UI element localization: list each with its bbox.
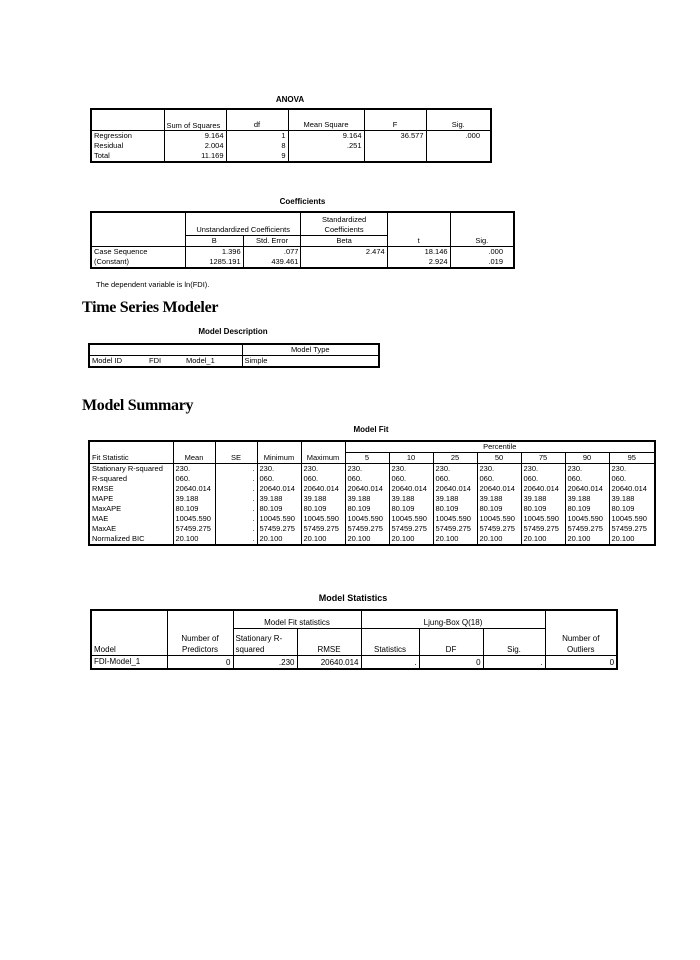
cell: 80.109 — [565, 504, 609, 514]
model-fit-title: Model Fit — [353, 425, 389, 434]
row-label: MaxAPE — [92, 504, 122, 513]
cell: 9 — [226, 151, 288, 162]
coefficients-footnote: The dependent variable is ln(FDI). — [96, 280, 210, 289]
model-statistics-header-rmse: RMSE — [297, 629, 361, 656]
cell: .251 — [288, 141, 364, 151]
cell: 57459.275 — [389, 524, 433, 534]
coefficients-group-standardized: Standardized Coefficients — [301, 212, 387, 236]
cell: 39.188 — [521, 494, 565, 504]
cell: 57459.275 — [477, 524, 521, 534]
coefficients-header-se: Std. Error — [243, 236, 301, 247]
cell: 18.146 — [387, 247, 450, 258]
anova-header-ss: Sum of Squares — [164, 109, 226, 131]
cell: 20640.014 — [521, 484, 565, 494]
cell: 80.109 — [173, 504, 215, 514]
table-row — [89, 474, 655, 484]
row-label: Regression — [94, 131, 132, 140]
cell: 11.169 — [164, 151, 226, 162]
model-fit-percentile-label: Percentile — [345, 441, 655, 453]
cell: 20640.014 — [609, 484, 655, 494]
cell: .230 — [233, 656, 297, 670]
cell: . — [215, 534, 257, 545]
model-statistics-model: FDI-Model_1 — [94, 657, 141, 666]
cell: 80.109 — [433, 504, 477, 514]
cell: 39.188 — [173, 494, 215, 504]
cell: .000 — [426, 131, 491, 142]
cell: 80.109 — [257, 504, 301, 514]
anova-header-df: df — [226, 109, 288, 131]
cell: 9.164 — [288, 131, 364, 142]
model-name: Model_1 — [186, 356, 215, 365]
cell: 10045.590 — [301, 514, 345, 524]
cell: . — [361, 656, 419, 670]
cell: .060 — [389, 474, 433, 484]
anova-header-row — [91, 109, 491, 131]
cell: 1285.191 — [185, 257, 243, 268]
cell: 0 — [545, 656, 617, 670]
cell: 20640.014 — [173, 484, 215, 494]
cell: 10045.590 — [257, 514, 301, 524]
cell: 20640.014 — [433, 484, 477, 494]
cell: .060 — [609, 474, 655, 484]
cell: .060 — [301, 474, 345, 484]
model-statistics-header-sig: Sig. — [483, 629, 545, 656]
table-row — [91, 151, 491, 162]
cell: 20.100 — [173, 534, 215, 545]
model-statistics-group-fit: Model Fit statistics — [233, 610, 361, 629]
cell: .230 — [565, 464, 609, 475]
cell: 57459.275 — [565, 524, 609, 534]
cell: 20.100 — [565, 534, 609, 545]
model-statistics-header-predictors: Number of Predictors — [167, 610, 233, 656]
cell: .060 — [173, 474, 215, 484]
row-label: Normalized BIC — [92, 534, 145, 543]
cell: 80.109 — [301, 504, 345, 514]
cell: 20640.014 — [257, 484, 301, 494]
cell: 80.109 — [389, 504, 433, 514]
cell — [288, 151, 364, 162]
coefficients-group-row — [91, 212, 514, 236]
cell: . — [215, 484, 257, 494]
model-variable: FDI — [149, 356, 162, 365]
cell: .077 — [243, 247, 301, 258]
anova-table — [90, 108, 492, 163]
cell: 20640.014 — [297, 656, 361, 670]
cell: .060 — [433, 474, 477, 484]
model-fit-header-p75: 75 — [521, 453, 565, 464]
row-label: (Constant) — [94, 257, 130, 266]
cell: 57459.275 — [301, 524, 345, 534]
cell: .230 — [345, 464, 389, 475]
cell: 20.100 — [477, 534, 521, 545]
cell: 20.100 — [257, 534, 301, 545]
coefficients-title: Coefficients — [279, 197, 326, 206]
model-fit-header-p25: 25 — [433, 453, 477, 464]
model-fit-header-maximum: Maximum — [301, 441, 345, 464]
time-series-heading: Time Series Modeler — [82, 299, 219, 316]
cell: 39.188 — [345, 494, 389, 504]
cell: 20640.014 — [565, 484, 609, 494]
cell: 10045.590 — [565, 514, 609, 524]
model-fit-percentile-row — [89, 441, 655, 453]
row-label: MAE — [92, 514, 109, 523]
model-statistics-header-df: DF — [419, 629, 483, 656]
cell: 39.188 — [301, 494, 345, 504]
cell: 39.188 — [257, 494, 301, 504]
table-row — [89, 534, 655, 545]
cell — [364, 141, 426, 151]
cell: 0 — [167, 656, 233, 670]
anova-title: ANOVA — [275, 95, 305, 104]
cell: 10045.590 — [477, 514, 521, 524]
model-statistics-header-outliers: Number of Outliers — [545, 610, 617, 656]
cell: 1.396 — [185, 247, 243, 258]
row-label: Case Sequence — [94, 247, 148, 256]
cell: .060 — [565, 474, 609, 484]
row-label: Stationary R-squared — [92, 464, 163, 473]
cell: 39.188 — [389, 494, 433, 504]
row-label: MaxAE — [92, 524, 117, 533]
model-fit-header-p10: 10 — [389, 453, 433, 464]
cell: 80.109 — [609, 504, 655, 514]
anova-header-f: F — [364, 109, 426, 131]
table-row — [89, 514, 655, 524]
table-row — [89, 464, 655, 475]
coefficients-header-b: B — [185, 236, 243, 247]
cell: 439.461 — [243, 257, 301, 268]
cell: 57459.275 — [609, 524, 655, 534]
cell: 20640.014 — [477, 484, 521, 494]
model-fit-table — [88, 440, 656, 546]
model-fit-header-se: SE — [215, 441, 257, 464]
cell: 20.100 — [433, 534, 477, 545]
cell: .000 — [450, 247, 514, 258]
cell: 20640.014 — [301, 484, 345, 494]
cell: 36.577 — [364, 131, 426, 142]
cell: .230 — [301, 464, 345, 475]
cell: 20.100 — [389, 534, 433, 545]
row-label: MAPE — [92, 494, 114, 503]
model-fit-header-p5: 5 — [345, 453, 389, 464]
anova-header-ms: Mean Square — [288, 109, 364, 131]
model-fit-header-minimum: Minimum — [257, 441, 301, 464]
model-fit-header-p95: 95 — [609, 453, 655, 464]
row-label: Total — [94, 151, 110, 160]
model-type: Simple — [242, 356, 379, 368]
model-description-table — [88, 343, 380, 368]
cell: 57459.275 — [345, 524, 389, 534]
model-statistics-header-model: Model — [94, 645, 116, 654]
table-row — [89, 484, 655, 494]
cell: 39.188 — [477, 494, 521, 504]
cell: 57459.275 — [173, 524, 215, 534]
cell — [426, 151, 491, 162]
table-row — [91, 131, 491, 142]
model-summary-heading: Model Summary — [82, 397, 194, 414]
cell — [301, 257, 387, 268]
cell: 10045.590 — [345, 514, 389, 524]
cell: . — [215, 464, 257, 475]
cell: 39.188 — [565, 494, 609, 504]
table-row — [89, 356, 379, 368]
cell: 20.100 — [521, 534, 565, 545]
cell: .019 — [450, 257, 514, 268]
model-description-title: Model Description — [198, 327, 268, 336]
cell: 2.924 — [387, 257, 450, 268]
model-description-header-row — [89, 344, 379, 356]
cell: 80.109 — [521, 504, 565, 514]
cell — [426, 141, 491, 151]
coefficients-header-beta: Beta — [301, 236, 387, 247]
cell: 57459.275 — [521, 524, 565, 534]
cell: 80.109 — [345, 504, 389, 514]
model-id-label: Model ID — [92, 356, 123, 365]
model-description-header-blank — [89, 344, 242, 356]
table-row — [91, 656, 617, 670]
cell: 39.188 — [433, 494, 477, 504]
model-description-header-type: Model Type — [242, 344, 379, 356]
cell: .230 — [521, 464, 565, 475]
row-label: Residual — [94, 141, 124, 150]
anova-header-sig: Sig. — [426, 109, 491, 131]
cell: . — [215, 494, 257, 504]
cell: 20640.014 — [389, 484, 433, 494]
row-label: RMSE — [92, 484, 114, 493]
cell: . — [215, 514, 257, 524]
cell: .230 — [173, 464, 215, 475]
cell: .060 — [345, 474, 389, 484]
table-row — [89, 494, 655, 504]
model-statistics-group-row — [91, 610, 617, 629]
cell: 39.188 — [609, 494, 655, 504]
cell: 20.100 — [345, 534, 389, 545]
cell: 2.474 — [301, 247, 387, 258]
cell: .060 — [521, 474, 565, 484]
model-statistics-table — [90, 609, 618, 670]
model-fit-body — [89, 464, 655, 546]
cell: 1 — [226, 131, 288, 142]
cell: .230 — [433, 464, 477, 475]
cell: . — [483, 656, 545, 670]
cell: 10045.590 — [433, 514, 477, 524]
row-label: R-squared — [92, 474, 128, 483]
cell: 10045.590 — [389, 514, 433, 524]
cell: 8 — [226, 141, 288, 151]
model-fit-header-mean: Mean — [173, 441, 215, 464]
model-statistics-header-statistics: Statistics — [361, 629, 419, 656]
cell: .230 — [609, 464, 655, 475]
cell: 10045.590 — [173, 514, 215, 524]
cell: . — [215, 524, 257, 534]
cell: 20.100 — [301, 534, 345, 545]
cell: . — [215, 474, 257, 484]
cell: 2.004 — [164, 141, 226, 151]
table-row — [89, 504, 655, 514]
coefficients-header-sig: Sig. — [450, 212, 514, 247]
cell: 57459.275 — [257, 524, 301, 534]
cell: .230 — [477, 464, 521, 475]
cell: .230 — [257, 464, 301, 475]
cell: 20640.014 — [345, 484, 389, 494]
coefficients-table — [90, 211, 515, 269]
coefficients-header-t: t — [387, 212, 450, 247]
coefficients-header-term — [91, 212, 185, 247]
model-fit-header-p50: 50 — [477, 453, 521, 464]
cell: . — [215, 504, 257, 514]
cell: 80.109 — [477, 504, 521, 514]
model-statistics-group-ljung: Ljung-Box Q(18) — [361, 610, 545, 629]
model-fit-header-p90: 90 — [565, 453, 609, 464]
model-statistics-header-stationary: Stationary R-squared — [233, 629, 297, 656]
cell: 10045.590 — [609, 514, 655, 524]
cell: 57459.275 — [433, 524, 477, 534]
cell: 10045.590 — [521, 514, 565, 524]
table-row — [91, 257, 514, 268]
cell: .230 — [389, 464, 433, 475]
cell — [364, 151, 426, 162]
table-row — [89, 524, 655, 534]
cell: 0 — [419, 656, 483, 670]
model-fit-header-statistic: Fit Statistic — [92, 453, 129, 462]
table-row — [91, 141, 491, 151]
coefficients-group-unstandardized: Unstandardized Coefficients — [185, 212, 301, 236]
table-row — [91, 247, 514, 258]
cell: .060 — [257, 474, 301, 484]
cell: .060 — [477, 474, 521, 484]
cell: 9.164 — [164, 131, 226, 142]
model-statistics-title: Model Statistics — [318, 593, 388, 603]
cell: 20.100 — [609, 534, 655, 545]
anova-header-source — [91, 109, 164, 131]
